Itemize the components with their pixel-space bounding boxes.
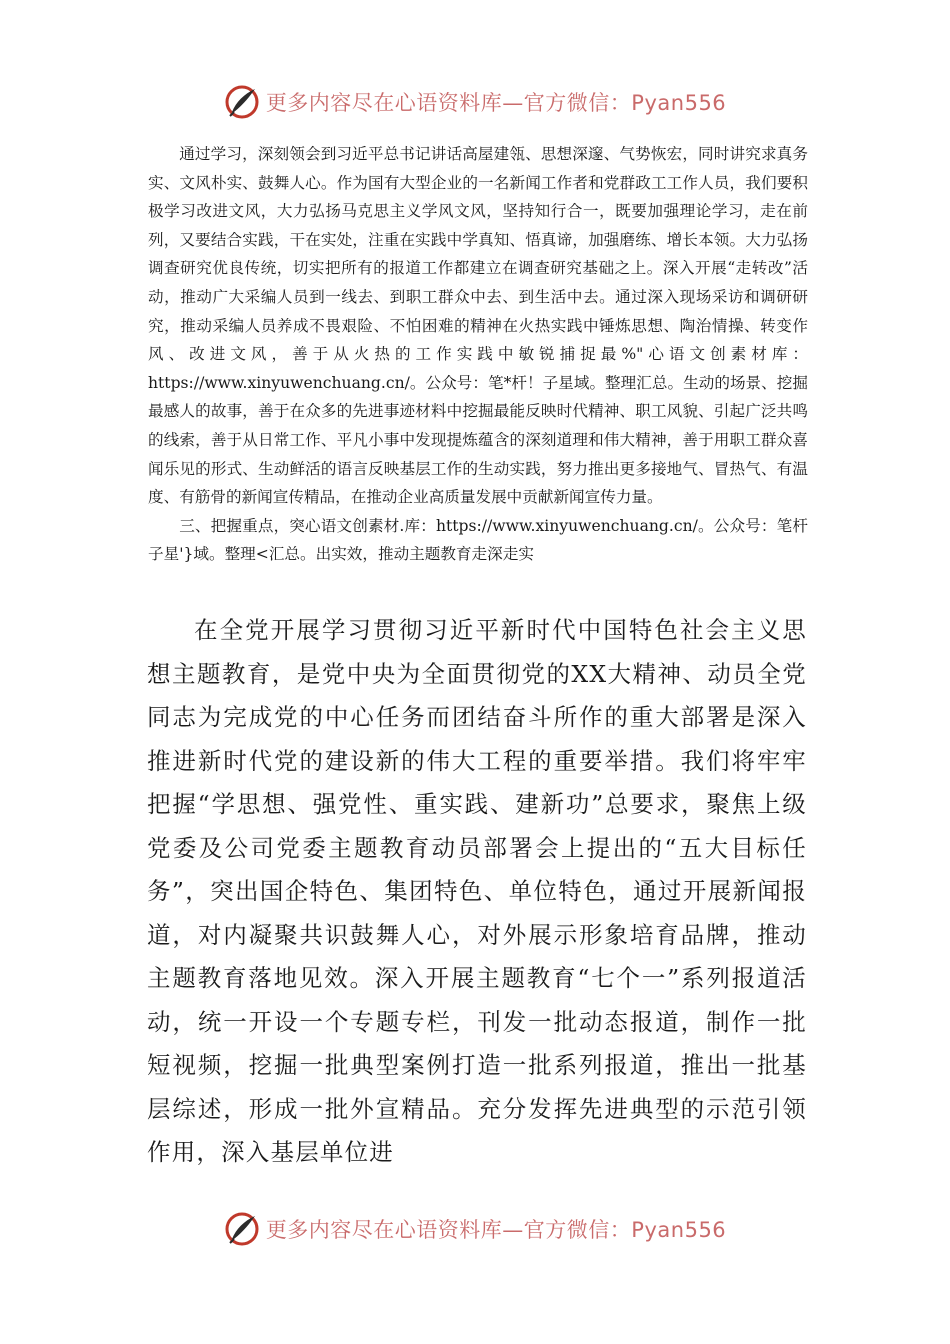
document-body-small [148,140,808,569]
feather-pen-logo-icon [224,84,260,120]
paragraph-3: 在全党开展学习贯彻习近平新时代中国特色社会主义思想主题教育，是党中央为全面贯彻党的XX大精神、动员全党同志为完成党的中心任务而团结奋斗所作的重大部署是深入推进新时代党的建设新的伟大工程的重要举措。我们将牢牢把握“学思想、强党性、重实践、建新功”总要求，聚焦上级党委及公司党委主题教育动员部署会上提出的“五大目标任务”，突出国企特色、集团特色、单位特色，通过开展新闻报道，对内凝聚共识鼓舞人心，对外展示形象培育品牌，推动主题教育落地见效。深入开展主题教育“七个一”系列报道活动，统一开设一个专题专栏，刊发一批动态报道，制作一批短视频，挖掘一批典型案例打造一批系列报道，推出一批基层综述，形成一批外宣精品。充分发挥先进典型的示范引领作用，深入基层单位进 [147,616,807,1166]
document-body-large [147,609,807,1175]
paragraph-1: 通过学习，深刻领会到习近平总书记讲话高屋建瓴、思想深邃、气势恢宏，同时讲究求真务实、文风朴实、鼓舞人心。作为国有大型企业的一名新闻工作者和党群政工工作人员，我们要积极学习改进文风，大力弘扬马克思主义学风文风，坚持知行合一，既要加强理论学习，走在前列，又要结合实践，干在实处，注重在实践中学真知、悟真谛，加强磨练、增长本领。大力弘扬调查研究优良传统，切实把所有的报道工作都建立在调查研究基础之上。深入开展“走转改”活动，推动广大采编人员到一线去、到职工群众中去、到生活中去。通过深入现场采访和调研研究，推动采编人员养成不畏艰险、不怕困难的精神在火热实践中锤炼思想、陶治情操、转变作风、改进文风，善于从火热的工作实践中敏锐捕捉最%"心语文创素材库：https://www.xinyuwenchuang.cn/。公众号：笔*杆！子星域。整理汇总。生动的场景、挖掘最感人的故事，善于在众多的先进事迹材料中挖掘最能反映时代精神、职工风貌、引起广泛共鸣的线索，善于从日常工作、平凡小事中发现提炼蕴含的深刻道理和伟大精神，善于用职工群众喜闻乐见的形式、生动鲜活的语言反映基层工作的生动实践，努力推出更多接地气、冒热气、有温度、有筋骨的新闻宣传精品，在推动企业高质量发展中贡献新闻宣传力量。 [148,145,808,507]
header-banner-text: 更多内容尽在心语资料库—官方微信：Pyan556 [265,91,727,115]
paragraph-2: 三、把握重点，突心语文创素材.库：https://www.xinyuwenchuang.cn/。公众号：笔杆子星'}域。整理<汇总。出实效，推动主题教育走深走实 [148,516,808,564]
footer-banner [0,1207,950,1251]
feather-pen-logo-icon [224,1211,260,1247]
header-banner [0,80,950,124]
footer-banner-text: 更多内容尽在心语资料库—官方微信：Pyan556 [265,1218,727,1242]
